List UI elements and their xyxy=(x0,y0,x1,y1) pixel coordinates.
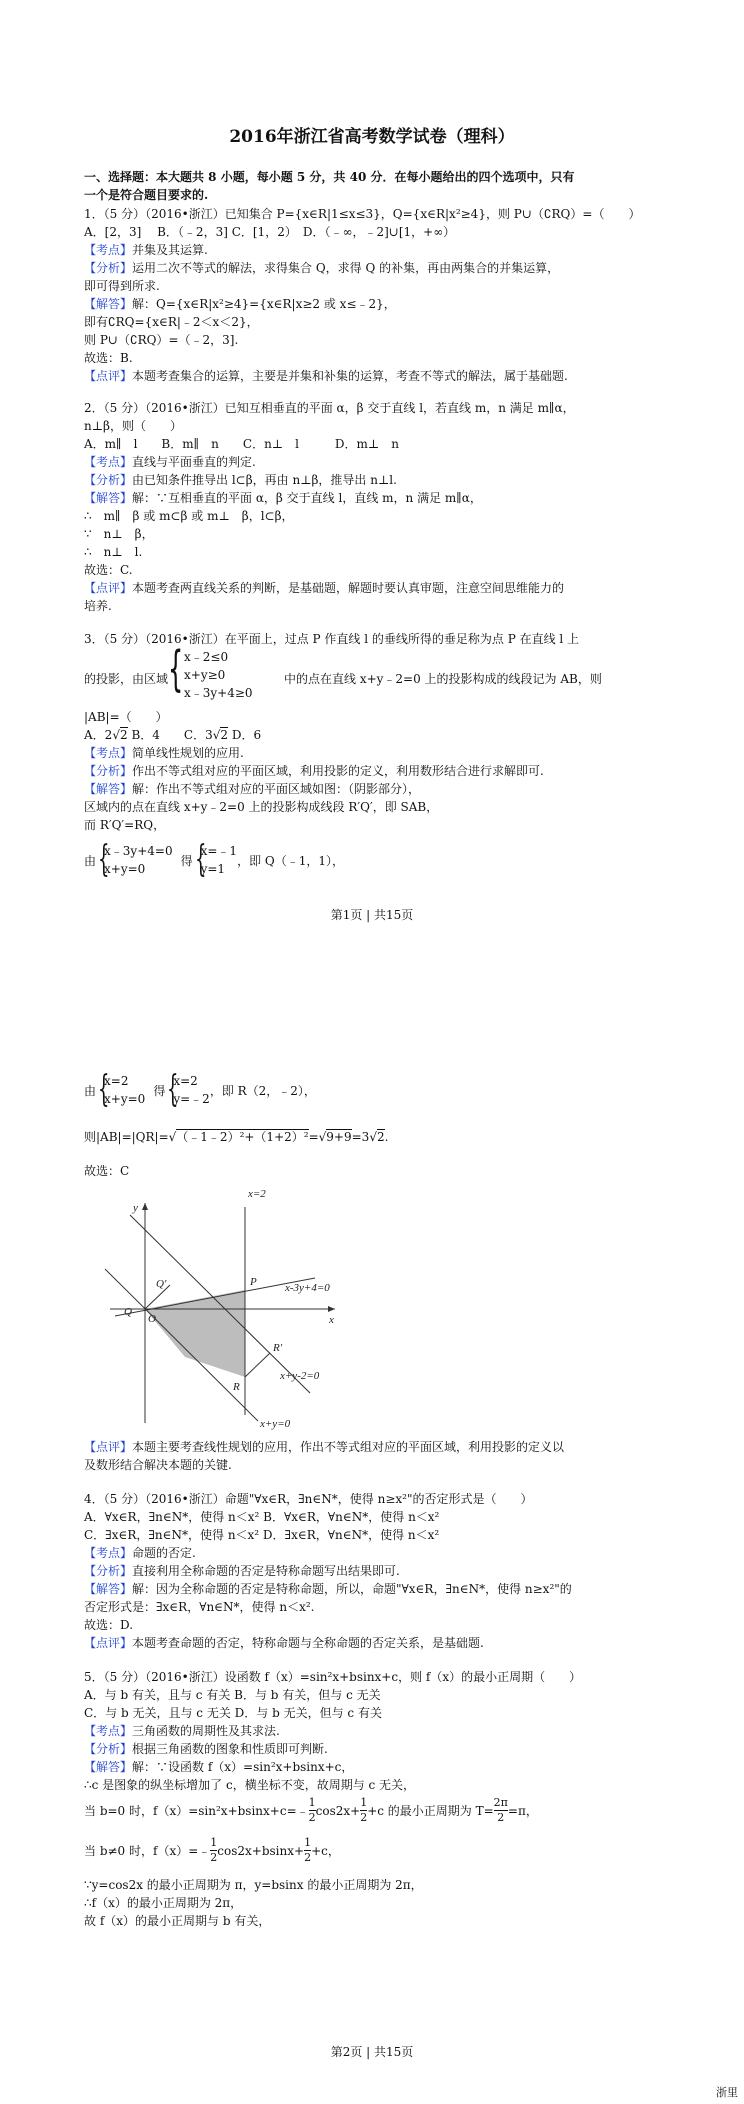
jieda-tag: 【解答】 xyxy=(84,297,133,311)
q4-step-1: 否定形式是：∃x∈R，∀n∈N*，使得 n＜x². xyxy=(84,1600,315,1614)
q2-stem: 2．（5 分）（2016•浙江）已知互相垂直的平面 α，β 交于直线 l，若直线 m，n 满足 m∥α， xyxy=(84,401,575,415)
q3-graph xyxy=(100,1185,380,1430)
q1-kaodian: 【考点】并集及其运算. xyxy=(84,243,208,257)
q3-step-2: 而 R′Q′=RQ， xyxy=(84,818,166,832)
q1-jieda: 【解答】解：Q={x∈R|x²≥4}={x∈R|x≥2 或 x≤﹣2}， xyxy=(84,297,396,311)
page-footer-1: 第1页 | 共15页 xyxy=(330,908,414,922)
q5-step-1: ∴c 是图象的纵坐标增加了 c，横坐标不变，故周期与 c 无关， xyxy=(84,1778,416,1792)
label-r-prime: R′ xyxy=(273,1342,283,1354)
q5-step-5: ∴f（x）的最小正周期为 2π， xyxy=(84,1896,243,1910)
q5-jieda: 【解答】解：∵设函数 f（x）=sin²x+bsinx+c， xyxy=(84,1760,354,1774)
q3-kaodian: 【考点】简单线性规划的应用. xyxy=(84,746,244,760)
q5-step-3: 当 b≠0 时，f（x）=﹣ 1 2 cos2x+bsinx+ $\frac{1}{2}$ +c， xyxy=(84,1836,340,1864)
q3-ineq-1: x﹣2≤0 xyxy=(184,650,229,664)
label-q: Q xyxy=(124,1306,132,1318)
corner-watermark: 浙里 xyxy=(716,2086,738,2099)
q2-kaodian: 【考点】直线与平面垂直的判定. xyxy=(84,455,256,469)
q3-dianping-2: 及数形结合解决本题的关键. xyxy=(84,1458,232,1472)
dianping-tag: 【点评】 xyxy=(84,369,133,383)
label-o: O xyxy=(148,1313,156,1325)
label-x2: x=2 xyxy=(248,1188,266,1200)
q1-answer: 故选：B. xyxy=(84,351,133,365)
q1-fenxi-2: 即可得到所求. xyxy=(84,279,160,293)
q5-step-6: 故 f（x）的最小正周期与 b 有关， xyxy=(84,1914,271,1928)
q2-dianping: 【点评】本题考查两直线关系的判断，是基础题，解题时要认真审题，注意空间思维能力的 xyxy=(84,581,565,595)
q4-stem: 4．（5 分）（2016•浙江）命题"∀x∈R，∃n∈N*，使得 n≥x²"的否定形式是（ ） xyxy=(84,1492,533,1506)
q4-answer: 故选：D. xyxy=(84,1618,134,1632)
q2-step-2: ∵ n⊥ β， xyxy=(84,527,154,541)
q1-dianping: 【点评】本题考查集合的运算，主要是并集和补集的运算，考查不等式的解法，属于基础题. xyxy=(84,369,568,383)
q2-step-1: ∴ m∥ β 或 m⊂β 或 m⊥ β，l⊂β， xyxy=(84,509,294,523)
q4-dianping: 【点评】本题考查命题的否定，特称命题与全称命题的否定关系，是基础题. xyxy=(84,1636,484,1650)
q3-stem-pre: 的投影，由区域 xyxy=(84,672,169,686)
label-line3: x+y=0 xyxy=(260,1418,291,1430)
q2-fenxi: 【分析】由已知条件推导出 l⊂β，再由 n⊥β，推导出 n⊥l. xyxy=(84,473,397,487)
q3-ineq-2: x+y≥0 xyxy=(184,668,226,682)
q3-options: A．2√2 B．4 C．3√2 D．6 xyxy=(84,728,262,742)
q3-ab-formula: 则|AB|=|QR|=√（﹣1﹣2）²+（1+2）²=√9+9=3√2. xyxy=(84,1130,389,1144)
q3-step-1: 区域内的点在直线 x+y﹣2=0 上的投影构成线段 R′Q′，即 SAB， xyxy=(84,800,439,814)
q5-step-2: 当 b=0 时，f（x）=sin²x+bsinx+c=﹣ 1 2 cos2x+ $\frac{1}{2}$ +c 的最小正周期为 T= $\frac{2\pi}{2}$ =π， xyxy=(84,1796,538,1824)
q2-answer: 故选：C. xyxy=(84,563,133,577)
section-heading-2: 一个是符合题目要求的. xyxy=(84,188,209,202)
q3-stem-3: |AB|=（ ） xyxy=(84,710,168,724)
q2-step-3: ∴ n⊥ l. xyxy=(84,545,143,559)
q4-kaodian: 【考点】命题的否定. xyxy=(84,1546,196,1560)
q5-options-1: A．与 b 有关，且与 c 有关 B．与 b 有关，但与 c 无关 xyxy=(84,1688,381,1702)
q3-jieda: 【解答】解：作出不等式组对应的平面区域如图：（阴影部分）， xyxy=(84,782,421,796)
q1-step-3: 则 P∪（∁RQ）=（﹣2，3]. xyxy=(84,333,239,347)
kaodian-tag: 【考点】 xyxy=(84,243,133,257)
q5-step-4: ∵y=cos2x 的最小正周期为 π，y=bsinx 的最小正周期为 2π， xyxy=(84,1878,423,1892)
label-r: R xyxy=(233,1381,240,1393)
q5-options-2: C．与 b 无关，且与 c 无关 D．与 b 无关，但与 c 有关 xyxy=(84,1706,382,1720)
q2-stem-2: n⊥β，则（ ） xyxy=(84,419,182,433)
q3-answer: 故选：C xyxy=(84,1164,130,1178)
q3-stem: 3．（5 分）（2016•浙江）在平面上，过点 P 作直线 l 的垂线所得的垂足称为点 P 在直线 l 上 xyxy=(84,632,580,646)
q2-options: A．m∥ l B．m∥ n C．n⊥ l D．m⊥ n xyxy=(84,437,399,451)
q4-jieda: 【解答】解：因为全称命题的否定是特称命题，所以，命题"∀x∈R，∃n∈N*，使得 n≥x²"的 xyxy=(84,1582,572,1596)
proj-r xyxy=(245,1353,270,1377)
page-footer-2: 第2页 | 共15页 xyxy=(330,2045,414,2059)
q3-solve-r: 由 { x=2 x+y=0 得 { x=2 y=﹣2 ，即 R（2，﹣2）， xyxy=(84,1069,316,1110)
q2-dianping-2: 培养. xyxy=(84,599,112,613)
label-q-prime: Q′ xyxy=(156,1278,167,1290)
q4-options-2: C．∃x∈R，∃n∈N*，使得 n＜x² D．∃x∈R，∀n∈N*，使得 n＜x² xyxy=(84,1528,440,1542)
q3-ineq-3: x﹣3y+4≥0 xyxy=(184,686,253,700)
q3-dianping: 【点评】本题主要考查线性规划的应用，作出不等式组对应的平面区域，利用投影的定义以 xyxy=(84,1440,565,1454)
label-p: P xyxy=(250,1276,257,1288)
q1-fenxi: 【分析】运用二次不等式的解法，求得集合 Q，求得 Q 的补集，再由两集合的并集运算， xyxy=(84,261,560,275)
page-title: 2016年浙江省高考数学试卷（理科） xyxy=(229,127,515,147)
q3-system xyxy=(184,648,253,702)
fenxi-tag: 【分析】 xyxy=(84,261,133,275)
q2-jieda: 【解答】解：∵互相垂直的平面 α，β 交于直线 l，直线 m，n 满足 m∥α， xyxy=(84,491,482,505)
q3-fenxi: 【分析】作出不等式组对应的平面区域，利用投影的定义，利用数形结合进行求解即可. xyxy=(84,764,544,778)
label-x: x xyxy=(329,1314,334,1326)
label-y: y xyxy=(133,1202,138,1214)
q4-fenxi: 【分析】直接利用全称命题的否定是特称命题写出结果即可. xyxy=(84,1564,400,1578)
q5-kaodian: 【考点】三角函数的周期性及其求法. xyxy=(84,1724,280,1738)
shaded-region xyxy=(145,1290,245,1377)
q3-solve-q: 由 { x﹣3y+4=0 x+y=0 得 { x=﹣1 y=1 ，即 Q（﹣1，1）， xyxy=(84,839,344,880)
q4-options-1: A．∀x∈R，∃n∈N*，使得 n＜x² B．∀x∈R，∀n∈N*，使得 n＜x² xyxy=(84,1510,440,1524)
q1-step-2: 即有∁RQ={x∈R|﹣2＜x＜2}， xyxy=(84,315,259,329)
q5-fenxi: 【分析】根据三角函数的图象和性质即可判断. xyxy=(84,1742,328,1756)
label-line1: x-3y+4=0 xyxy=(285,1282,330,1294)
q1-options: A．[2，3] B．（﹣2，3] C．[1，2） D．（﹣∞，﹣2]∪[1，+∞） xyxy=(84,225,456,239)
label-line2: x+y-2=0 xyxy=(280,1370,320,1382)
q3-stem-post: 中的点在直线 x+y﹣2=0 上的投影构成的线段记为 AB，则 xyxy=(284,672,602,686)
q5-stem: 5．（5 分）（2016•浙江）设函数 f（x）=sin²x+bsinx+c，则 f（x）的最小正周期（ ） xyxy=(84,1670,582,1684)
q3-brace: { xyxy=(168,641,184,697)
section-heading-1: 一、选择题：本大题共 8 小题，每小题 5 分，共 40 分．在每小题给出的四个选项中，只有 xyxy=(84,170,575,184)
q1-stem: 1．（5 分）（2016•浙江）已知集合 P={x∈R|1≤x≤3}，Q={x∈R|x²≥4}，则 P∪（∁RQ）=（ ） xyxy=(84,207,641,221)
